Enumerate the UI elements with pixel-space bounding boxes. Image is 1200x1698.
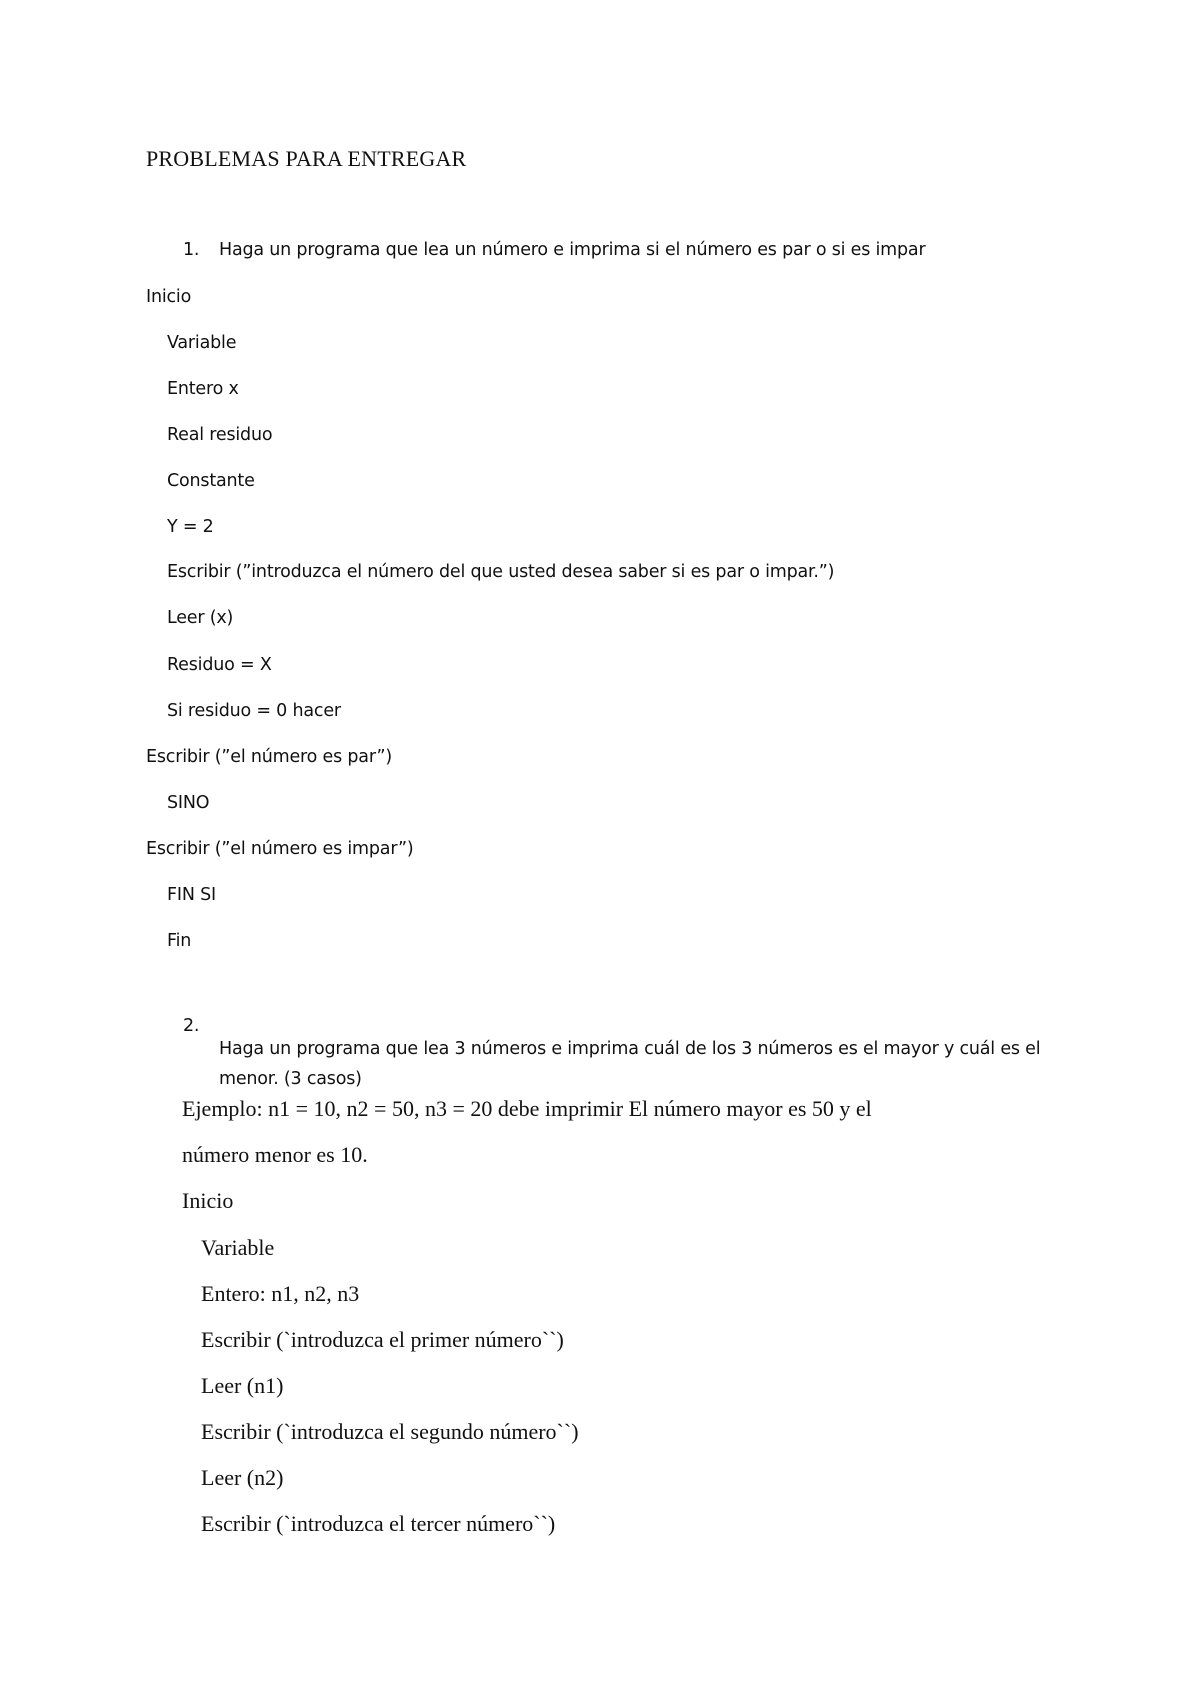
problem-1-text: Haga un programa que lea un número e imprima si el número es par o si es impar [219,240,926,260]
code-line: Escribir (`introduzca el segundo número``) [201,1419,579,1444]
code-line: Variable [167,333,237,353]
code-line: Fin [167,931,192,951]
problem-1-number: 1. [183,240,200,260]
code-line: Leer (x) [167,608,234,628]
code-line: Escribir (”el número es par”) [146,747,393,767]
code-line: Leer (n1) [201,1373,284,1398]
page-title: PROBLEMAS PARA ENTREGAR [146,146,467,171]
code-line: Inicio [182,1188,234,1213]
problem-2-text: Haga un programa que lea 3 números e imprima cuál de los 3 números es el mayor y cuál es el menor. (3 casos) [219,1038,1041,1089]
code-line: Real residuo [167,425,273,445]
code-line: Constante [167,471,255,491]
code-line: Variable [201,1235,275,1260]
code-line: Escribir (`introduzca el primer número``) [201,1327,564,1352]
code-line: Leer (n2) [201,1465,284,1490]
code-line: Entero x [167,379,239,399]
example-line: número menor es 10. [182,1142,368,1167]
code-line: Entero: n1, n2, n3 [201,1281,360,1306]
code-line: Residuo = X [167,655,272,675]
code-line: Inicio [146,287,192,307]
example-line: Ejemplo: n1 = 10, n2 = 50, n3 = 20 debe imprimir El número mayor es 50 y el [182,1096,872,1121]
problem-2-number: 2. [183,1016,200,1036]
code-line: Si residuo = 0 hacer [167,701,341,721]
code-line: FIN SI [167,885,216,905]
code-line: Escribir (”introduzca el número del que usted desea saber si es par o impar.”) [167,562,835,582]
code-line: Escribir (`introduzca el tercer número``) [201,1511,556,1536]
code-line: SINO [167,793,210,813]
code-line: Escribir (”el número es impar”) [146,839,414,859]
code-line: Y = 2 [167,517,214,537]
problem-1-statement [183,240,925,260]
